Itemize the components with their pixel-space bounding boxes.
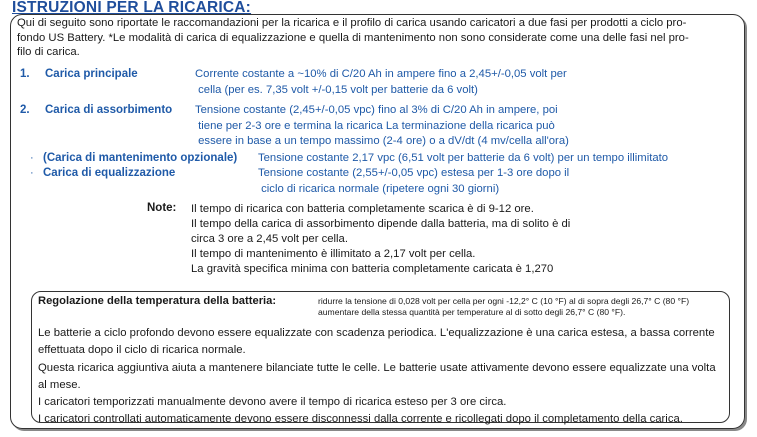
optional-desc-line: ciclo di ricarica normale (ripetere ogni 30 giorni) [258, 182, 500, 195]
body-line: al mese. [38, 378, 81, 391]
optional-description [258, 151, 668, 167]
bullet-icon: · [30, 152, 34, 164]
step-number: 2. [20, 104, 30, 116]
optional-description [258, 166, 569, 197]
step-description [195, 67, 567, 98]
intro-line: Qui di seguito sono riportate le raccomandazioni per la ricarica e il profilo di carica usando caricatori a due fasi per prodotti a ciclo pro- [17, 17, 687, 29]
body-line: Le batterie a ciclo profondo devono essere equalizzate con scadenza periodica. L'equalizzazione è una carica estesa, a bassa corrente [38, 327, 715, 339]
optional-desc-line: Tensione costante 2,17 vpc (6,51 volt per batterie da 6 volt) per un tempo illimitato [258, 152, 669, 164]
page-title: ISTRUZIONI PER LA RICARICA: [12, 0, 252, 16]
step-desc-line: Tensione costante (2,45+/-0,05 vpc) fino al 3% di C/20 Ah in ampere, poi [195, 104, 558, 116]
step-number: 1. [20, 68, 30, 80]
note-line: Il tempo di mantenimento è illimitato a 2,17 volt per cella. [191, 248, 476, 260]
optional-desc-line: Tensione costante (2,55+/-0,05 vpc) estesa per 1-3 ore dopo il [258, 167, 570, 179]
temperature-rule-line: ridurre la tensione di 0,028 volt per cella per ogni -12,2° C (10 °F) al di sopra degli 26,7° C (80 °F) [318, 296, 690, 306]
intro-paragraph [17, 16, 747, 60]
body-line: I caricatori temporizzati manualmente devono avere il tempo di ricarica esteso per 3 ore circa. [38, 396, 507, 409]
equalization-text [38, 325, 728, 429]
step-desc-line: tiene per 2-3 ore e termina la ricarica La terminazione della ricarica può [195, 119, 555, 132]
step-label-carica-di-assorbimento: Carica di assorbimento [45, 104, 173, 116]
optional-label-equalizzazione: Carica di equalizzazione [43, 167, 176, 179]
step-description [195, 103, 569, 150]
body-line: I caricatori controllati automaticamente devono essere disconnessi dalla corrente e ricollegati dopo il completamento della carica. [38, 413, 683, 426]
step-label-carica-principale: Carica principale [45, 68, 138, 80]
temperature-rule-line: aumentare della stessa quantità per temperature al di sotto degli 26,7° C (80 °F). [318, 307, 626, 317]
note-line: circa 3 ore a 2,45 volt per cella. [191, 233, 348, 245]
body-line: Questa ricarica aggiuntiva aiuta a mantenere bilanciate tutte le celle. Le batterie usate attivamente devono essere equalizzate una volta [38, 361, 716, 374]
note-label: Note: [147, 202, 177, 214]
note-line: La gravità specifica minima con batteria completamente caricata è 1,270 [191, 263, 554, 275]
note-lines [191, 202, 570, 277]
intro-line: filo di carica. [17, 46, 80, 58]
bullet-icon: · [30, 167, 34, 179]
step-desc-line: Corrente costante a ~10% di C/20 Ah in ampere fino a 2,45+/-0,05 volt per [195, 68, 567, 80]
note-line: Il tempo della carica di assorbimento dipende dalla batteria, ma di solito è di [191, 218, 571, 230]
step-desc-line: cella (per es. 7,35 volt +/-0,15 volt per batterie da 6 volt) [195, 83, 478, 96]
optional-label-mantenimento: (Carica di mantenimento opzionale) [43, 152, 238, 164]
temperature-header: Regolazione della temperatura della batteria: [38, 295, 277, 307]
note-line: Il tempo di ricarica con batteria completamente scarica è di 9-12 ore. [191, 203, 534, 215]
intro-line: fondo US Battery. *Le modalità di carica di equalizzazione e quella di mantenimento non sono considerate come una delle fasi nel pro- [17, 31, 689, 44]
step-desc-line: essere in base a un tempo massimo (2-4 ore) o a dV/dt (4 mv/cella all'ora) [195, 135, 569, 147]
body-line: effettuata dopo il ciclo di ricarica normale. [38, 344, 246, 357]
temperature-rule [318, 296, 689, 318]
